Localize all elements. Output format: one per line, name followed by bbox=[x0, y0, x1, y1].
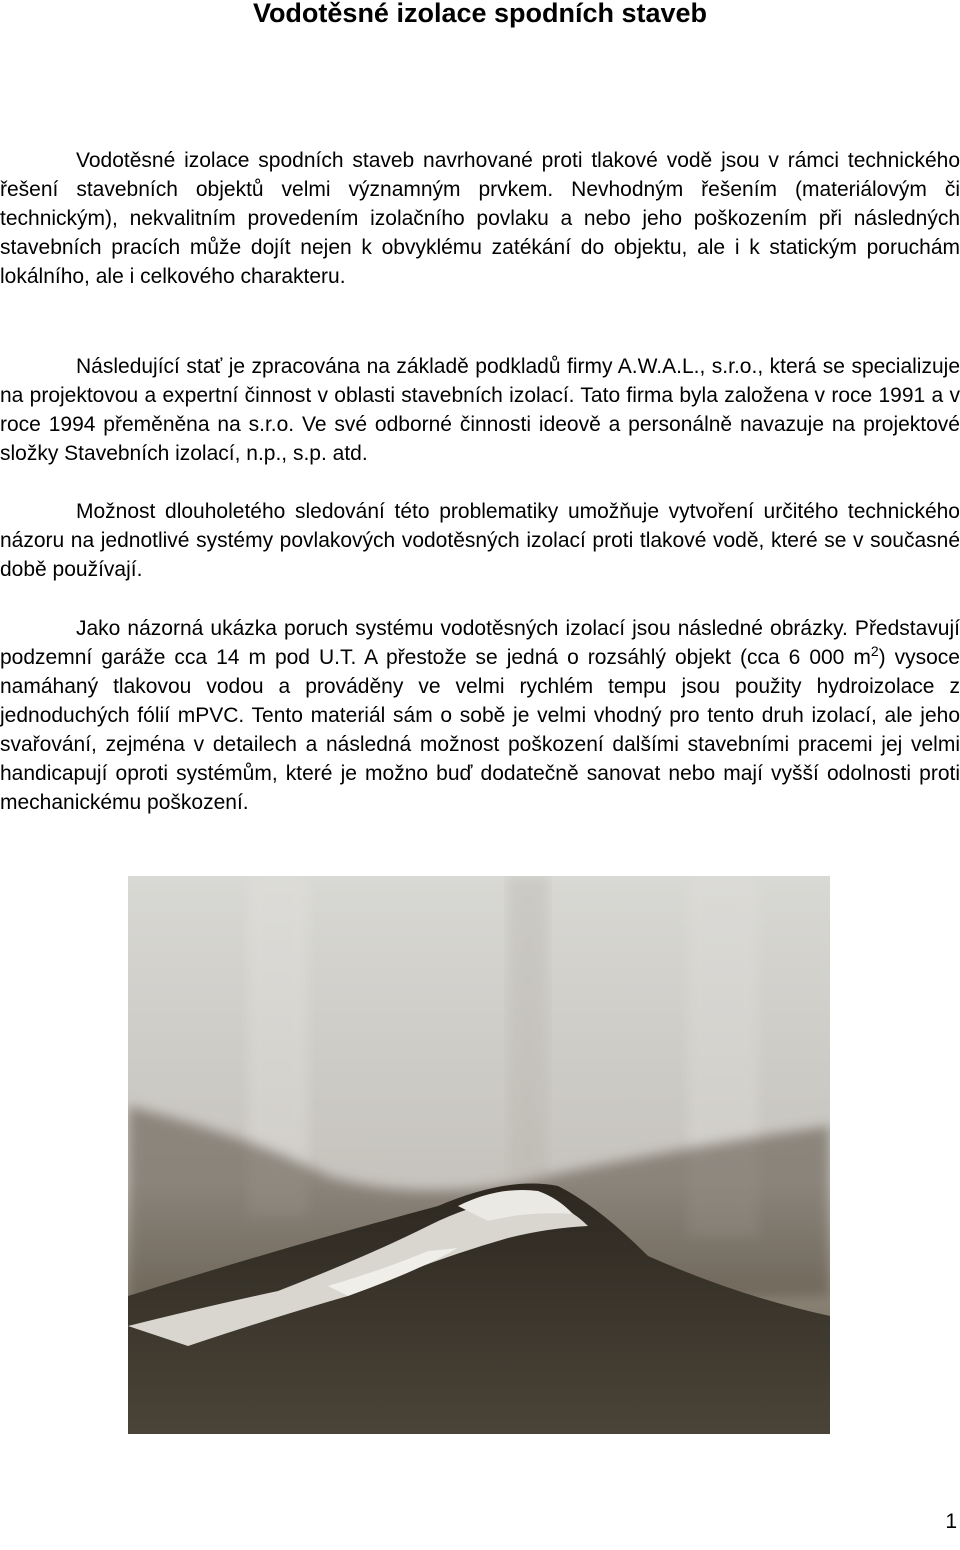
company-text: Následující stať je zpracována na základě podkladů firmy A.W.A.L., s.r.o., která se specializuje na projektovou a expertní činnost v oblasti stavebních izolací. Tato firma byla založena v roce 1991 a v roce 1994 přeměněna na s.r.o. Ve své odborné činnosti ideově a personálně navazuje na projektové složky Stavebních izolací, n.p., s.p. atd. bbox=[0, 355, 960, 465]
company-paragraph bbox=[0, 352, 960, 468]
experience-text: Možnost dlouholetého sledování této problematiky umožňuje vytvoření určitého technického názoru na jednotlivé systémy povlakových vodotěsných izolací proti tlakové vodě, které se v současné době používají. bbox=[0, 500, 960, 581]
example-paragraph bbox=[0, 614, 960, 817]
damage-photo bbox=[128, 876, 830, 1434]
page-title: Vodotěsné izolace spodních staveb bbox=[252, 0, 708, 28]
intro-text: Vodotěsné izolace spodních staveb navrhované proti tlakové vodě jsou v rámci technického řešení stavebních objektů velmi významným prvkem. Nevhodným řešením (materiálovým či technickým), nekvalitním provedením izolačního povlaku a nebo jeho poškozením při následných stavebních pracích může dojít nejen k obvyklému zatékání do objektu, ale i k statickým poruchám lokálního, ale i celkového charakteru. bbox=[0, 149, 960, 288]
page-number: 1 bbox=[945, 1510, 957, 1533]
example-text-b: ) vysoce namáhaný tlakovou vodou a prováděny ve velmi rychlém tempu jsou použity hydroizolace z jednoduchých fólií mPVC. Tento materiál sám o sobě je velmi vhodný pro tento druh izolací, ale jeho svařování, zejména v detailech a následná možnost poškození dalšími stavebními pracemi jej velmi handicapují oproti systémům, které je možno buď dodatečně sanovat nebo mají vyšší odolnosti proti mechanickému poškození. bbox=[0, 646, 960, 814]
superscript-2: 2 bbox=[870, 643, 879, 659]
experience-paragraph bbox=[0, 497, 960, 584]
wall-leak-image bbox=[128, 876, 830, 1434]
intro-paragraph bbox=[0, 146, 960, 291]
example-text-a: Jako názorná ukázka poruch systému vodotěsných izolací jsou následné obrázky. Představují podzemní garáže cca 14 m pod U.T. A přestože se jedná o rozsáhlý objekt (cca 6 000 m bbox=[0, 617, 960, 669]
